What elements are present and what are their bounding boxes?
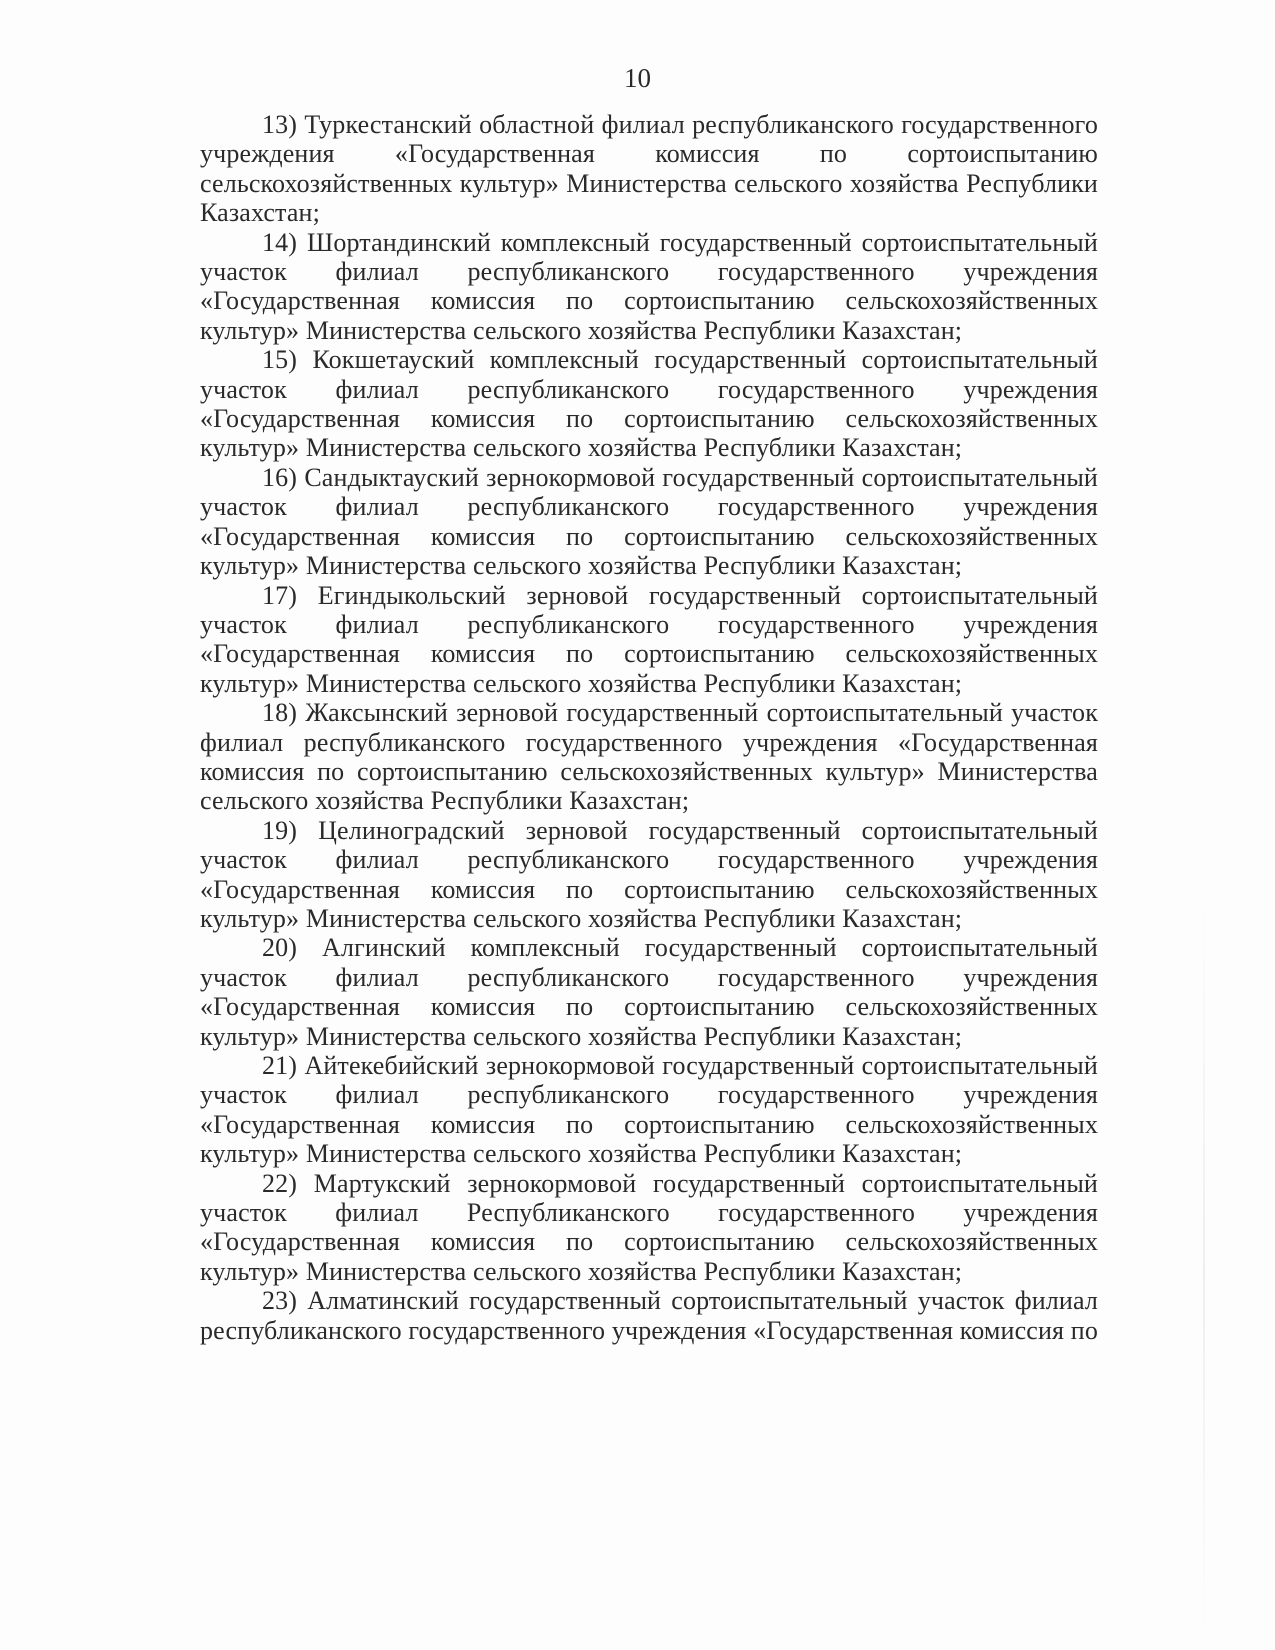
scan-edge-shadow <box>1203 900 1205 1640</box>
list-item-16: 16) Сандыктауский зернокормовой государственный сортоиспытательный участок филиал республиканского государственного учреждения «Государственная комиссия по сортоиспытанию сельскохозяйственных культур» Министерства сельского хозяйства Республики Казахстан; <box>200 462 1098 581</box>
list-item-19: 19) Целиноградский зерновой государственный сортоиспытательный участок филиал республиканского государственного учреждения «Государственная комиссия по сортоиспытанию сельскохозяйственных культур» Министерства сельского хозяйства Республики Казахстан; <box>200 815 1098 933</box>
list-item-13: 13) Туркестанский областной филиал республиканского государственного учреждения «Государственная комиссия по сортоиспытанию сельскохозяйственных культур» Министерства сельского хозяйства Республики Казахстан; <box>200 110 1098 228</box>
list-item-15: 15) Кокшетауский комплексный государственный сортоиспытательный участок филиал республиканского государственного учреждения «Государственная комиссия по сортоиспытанию сельскохозяйственных культур» Министерства сельского хозяйства Республики Казахстан; <box>200 345 1098 463</box>
document-body <box>200 110 1098 1345</box>
page-number: 10 <box>624 63 651 93</box>
list-item-17: 17) Егиндыкольский зерновой государственный сортоиспытательный участок филиал республиканского государственного учреждения «Государственная комиссия по сортоиспытанию сельскохозяйственных культур» Министерства сельского хозяйства Республики Казахстан; <box>200 580 1098 698</box>
list-item-21: 21) Айтекебийский зернокормовой государственный сортоиспытательный участок филиал республиканского государственного учреждения «Государственная комиссия по сортоиспытанию сельскохозяйственных культур» Министерства сельского хозяйства Республики Казахстан; <box>200 1051 1098 1169</box>
list-item-22: 22) Мартукский зернокормовой государственный сортоиспытательный участок филиал Республиканского государственного учреждения «Государственная комиссия по сортоиспытанию сельскохозяйственных культур» Министерства сельского хозяйства Республики Казахстан; <box>200 1168 1098 1286</box>
list-item-23: 23) Алматинский государственный сортоиспытательный участок филиал республиканского государственного учреждения «Государственная комиссия по <box>200 1286 1098 1345</box>
list-item-18: 18) Жаксынский зерновой государственный сортоиспытательный участок филиал республиканского государственного учреждения «Государственная комиссия по сортоиспытанию сельскохозяйственных культур» Министерства сельского хозяйства Республики Казахстан; <box>200 698 1098 816</box>
list-item-14: 14) Шортандинский комплексный государственный сортоиспытательный участок филиал республиканского государственного учреждения «Государственная комиссия по сортоиспытанию сельскохозяйственных культур» Министерства сельского хозяйства Республики Казахстан; <box>200 227 1098 345</box>
list-item-20: 20) Алгинский комплексный государственный сортоиспытательный участок филиал республиканского государственного учреждения «Государственная комиссия по сортоиспытанию сельскохозяйственных культур» Министерства сельского хозяйства Республики Казахстан; <box>200 933 1098 1051</box>
